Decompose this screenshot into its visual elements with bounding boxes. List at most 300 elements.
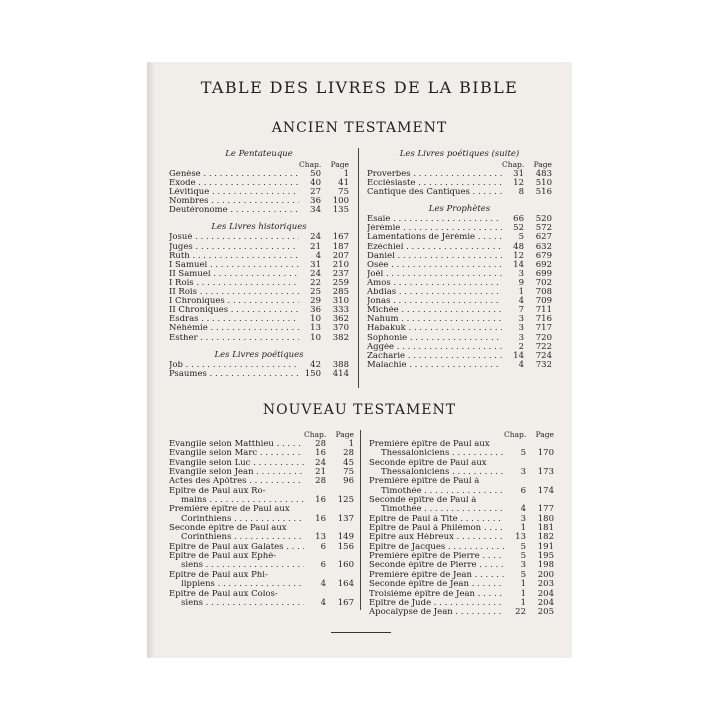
book-row — [369, 580, 554, 589]
page-number: 702 — [535, 277, 552, 288]
header-spacer — [169, 160, 299, 170]
page-number: 716 — [535, 314, 552, 325]
book-row-continued — [169, 487, 354, 496]
book-row — [169, 279, 349, 288]
chapter-count: 3 — [520, 560, 526, 571]
book-row — [169, 170, 349, 179]
page-number: 75 — [343, 467, 354, 478]
book-row — [169, 197, 349, 206]
book-name: I Rois . . . — [169, 279, 299, 288]
book-name: Esther . . . — [169, 334, 299, 343]
book-entry — [369, 543, 554, 552]
book-row-continued — [369, 440, 554, 449]
book-row — [169, 233, 349, 242]
book-entry — [369, 580, 554, 589]
page-number: 160 — [337, 560, 354, 571]
book-row — [169, 599, 354, 608]
page-number: 156 — [337, 541, 354, 552]
group-title: Les Livres historiques — [211, 222, 307, 233]
chapter-count: 4 — [320, 597, 326, 608]
page-number: 370 — [332, 323, 349, 334]
page-number: 170 — [537, 448, 554, 459]
chapter-count: 24 — [310, 232, 321, 243]
chapter-count: 40 — [310, 178, 321, 189]
page-number: 100 — [332, 196, 349, 207]
book-row — [169, 361, 349, 370]
book-row — [169, 270, 349, 279]
book-entry — [169, 524, 354, 543]
page-number: 1 — [348, 439, 354, 449]
book-row-continued — [369, 459, 554, 468]
chapter-count: 4 — [518, 296, 524, 307]
chapter-count: 12 — [513, 178, 524, 189]
chapter-count: 2 — [518, 341, 524, 352]
book-row — [367, 297, 552, 306]
chapter-count: 10 — [310, 332, 321, 343]
new-testament-right-column — [369, 430, 554, 618]
book-row — [169, 306, 349, 315]
book-name: Ézéchiel . . . — [367, 243, 502, 252]
book-name: Corinthiens . . . — [169, 515, 304, 524]
chapter-count: 4 — [315, 250, 321, 261]
page-number: 177 — [537, 504, 554, 515]
book-row — [169, 179, 349, 188]
book-name: Ruth . . . — [169, 252, 299, 261]
book-entry — [369, 571, 554, 580]
book-row — [369, 590, 554, 599]
book-name: Job . . . — [169, 361, 299, 370]
book-entry — [369, 561, 554, 570]
book-name: Troisième épître de Jean . . . — [369, 590, 504, 599]
page-number: 362 — [332, 314, 349, 325]
book-name: Première épître de Paul à — [369, 477, 480, 487]
book-row — [169, 440, 354, 449]
chapter-count: 22 — [515, 607, 526, 618]
page-number: 259 — [332, 277, 349, 288]
page-number: 572 — [535, 223, 552, 234]
page-number: 204 — [537, 597, 554, 608]
book-row — [169, 206, 349, 215]
page-number: 724 — [535, 350, 552, 361]
book-row — [369, 552, 554, 561]
page-number: 285 — [332, 287, 349, 298]
chapter-count: 1 — [520, 597, 526, 608]
book-name: siens . . . — [169, 599, 304, 608]
chap-column-header: Chap. — [299, 160, 322, 169]
book-entry — [369, 459, 554, 478]
chapter-count: 28 — [315, 439, 326, 449]
page-number: 187 — [332, 241, 349, 252]
chapter-count: 36 — [310, 196, 321, 207]
book-row-continued — [169, 552, 354, 561]
chapter-count: 50 — [310, 169, 321, 179]
book-name: Seconde épître de Jean . . . — [369, 580, 504, 589]
page-number: 167 — [332, 232, 349, 243]
book-entry — [369, 533, 554, 542]
book-name: Épître de Paul aux Phi- — [169, 570, 268, 580]
chapter-count: 24 — [310, 268, 321, 279]
page-number: 205 — [537, 607, 554, 618]
book-row — [169, 252, 349, 261]
book-row — [169, 288, 349, 297]
book-name: Actes des Apôtres . . . — [169, 477, 304, 486]
chapter-count: 31 — [310, 259, 321, 270]
book-name: Zacharie . . . — [367, 352, 502, 361]
book-name: Épître aux Hébreux . . . — [369, 533, 504, 542]
chapter-count: 5 — [520, 569, 526, 580]
book-name: Nombres . . . — [169, 197, 299, 206]
chap-column-header: Chap. — [304, 430, 327, 439]
book-row — [369, 487, 554, 496]
chapter-count: 3 — [518, 323, 524, 334]
chapter-count: 21 — [310, 241, 321, 252]
book-name: Épître de Paul à Tite . . . — [369, 515, 504, 524]
book-row — [169, 515, 354, 524]
bottom-rule — [331, 632, 391, 633]
book-name: Thessaloniciens . . . — [369, 468, 504, 477]
chapter-count: 5 — [520, 448, 526, 459]
page-number: 722 — [535, 341, 552, 352]
chapter-count: 6 — [320, 560, 326, 571]
book-entry — [369, 608, 554, 617]
chapter-count: 22 — [310, 277, 321, 288]
chapter-count: 1 — [520, 579, 526, 590]
page-number: 45 — [343, 457, 354, 468]
page-number: 191 — [537, 541, 554, 552]
book-name: Évangile selon Marc . . . — [169, 449, 304, 458]
book-name: Épître de Paul aux Galates . . . — [169, 543, 304, 552]
chapter-count: 31 — [513, 169, 524, 179]
page-number: 699 — [535, 268, 552, 279]
book-row — [169, 543, 354, 552]
chap-column-header: Chap. — [504, 430, 527, 439]
book-row — [169, 449, 354, 458]
page-number: 709 — [535, 296, 552, 307]
page-number: 708 — [535, 287, 552, 298]
chapter-count: 3 — [518, 314, 524, 325]
page-number: 181 — [537, 523, 554, 534]
book-row-continued — [369, 477, 554, 486]
page-number: 28 — [343, 448, 354, 459]
book-entry — [169, 552, 354, 571]
book-name: Cantique des Cantiques . . . — [367, 188, 502, 197]
book-name: Jérémie . . . — [367, 224, 502, 233]
book-name: Évangile selon Luc . . . — [169, 459, 304, 468]
chapter-count: 42 — [310, 359, 321, 370]
book-name: Néhémie . . . — [169, 324, 299, 333]
chapter-count: 9 — [518, 277, 524, 288]
page-number: 75 — [338, 187, 349, 198]
book-entry — [369, 515, 554, 524]
book-name: Apocalypse de Jean . . . — [369, 608, 504, 617]
book-row-continued — [369, 496, 554, 505]
book-name: Thessaloniciens . . . — [369, 449, 504, 458]
chapter-count: 29 — [310, 296, 321, 307]
page-number: 96 — [343, 476, 354, 487]
book-name: siens . . . — [169, 561, 304, 570]
book-name: Première épître de Paul aux — [369, 440, 490, 449]
book-row — [169, 243, 349, 252]
chapter-count: 1 — [520, 588, 526, 599]
book-name: Genèse . . . — [169, 170, 299, 179]
book-name: Évangile selon Jean . . . — [169, 468, 304, 477]
chap-column-header: Chap. — [502, 160, 525, 169]
book-entry — [169, 590, 354, 609]
chapter-count: 66 — [513, 214, 524, 225]
book-name: Épître de Paul aux Colos- — [169, 589, 278, 599]
book-row-continued — [169, 505, 354, 514]
book-entry — [169, 505, 354, 524]
page-number: 173 — [537, 467, 554, 478]
page-number: 174 — [537, 485, 554, 496]
book-name: Lévitique . . . — [169, 188, 299, 197]
book-name: Juges . . . — [169, 243, 299, 252]
book-name: Habakuk . . . — [367, 324, 502, 333]
old-testament-left-column — [169, 148, 349, 379]
page-number: 137 — [337, 513, 354, 524]
page-number: 732 — [535, 359, 552, 370]
book-name: Évangile selon Matthieu . . . — [169, 440, 304, 449]
book-name: Ecclésiaste . . . — [367, 179, 502, 188]
page-number: 203 — [537, 579, 554, 590]
book-name: Deutéronome . . . — [169, 206, 299, 215]
book-row — [367, 243, 552, 252]
book-row — [367, 279, 552, 288]
book-entry — [369, 590, 554, 599]
page-number: 1 — [343, 169, 349, 179]
book-row — [169, 477, 354, 486]
book-row — [369, 571, 554, 580]
book-name: II Chroniques . . . — [169, 306, 299, 315]
page-number: 414 — [332, 368, 349, 379]
book-row — [169, 188, 349, 197]
chapter-count: 3 — [520, 513, 526, 524]
header-spacer — [367, 160, 502, 170]
book-entry — [369, 552, 554, 561]
book-row — [367, 179, 552, 188]
book-name: Amos . . . — [367, 279, 502, 288]
page-number: 195 — [537, 551, 554, 562]
chapter-count: 5 — [518, 232, 524, 243]
group-title: Les Livres poétiques — [214, 349, 304, 360]
book-row — [169, 459, 354, 468]
page-number: 679 — [535, 250, 552, 261]
chapter-count: 7 — [518, 305, 524, 316]
book-row — [169, 315, 349, 324]
book-entry — [169, 449, 354, 458]
page-number: 125 — [337, 495, 354, 506]
page-title: TABLE DES LIVRES DE LA BIBLE — [200, 78, 519, 97]
book-name: Psaumes . . . — [169, 370, 299, 379]
chapter-count: 6 — [320, 541, 326, 552]
book-row-continued — [169, 571, 354, 580]
page-column-header: Page — [335, 430, 354, 439]
book-row — [369, 505, 554, 514]
page-number: 720 — [535, 332, 552, 343]
book-row — [367, 170, 552, 179]
book-entry — [369, 599, 554, 608]
book-row — [367, 306, 552, 315]
book-entry — [369, 524, 554, 533]
chapter-count: 16 — [315, 495, 326, 506]
book-name: Timothée . . . — [369, 505, 504, 514]
book-name: Seconde épître de Paul aux — [369, 458, 487, 468]
book-name: Première épître de Paul aux — [169, 505, 290, 515]
page-number: 237 — [332, 268, 349, 279]
chapter-count: 10 — [310, 314, 321, 325]
column-header — [169, 430, 354, 440]
book-row-continued — [169, 524, 354, 533]
chapter-count: 4 — [320, 579, 326, 590]
book-row — [369, 543, 554, 552]
book-row — [367, 334, 552, 343]
chapter-count: 28 — [315, 476, 326, 487]
book-entry — [369, 496, 554, 515]
page-number: 717 — [535, 323, 552, 334]
book-row — [169, 496, 354, 505]
book-name: I Chroniques . . . — [169, 297, 299, 306]
page-number: 149 — [337, 532, 354, 543]
book-name: Épître de Jacques . . . — [369, 543, 504, 552]
book-entry — [169, 468, 354, 477]
page-number: 520 — [535, 214, 552, 225]
page-number: 510 — [535, 178, 552, 189]
book-name: Abdias . . . — [367, 288, 502, 297]
book-row — [369, 524, 554, 533]
book-name: Exode . . . — [169, 179, 299, 188]
book-row — [169, 468, 354, 477]
book-row — [367, 270, 552, 279]
book-name: Osée . . . — [367, 261, 502, 270]
page-number: 167 — [337, 597, 354, 608]
page-number: 198 — [537, 560, 554, 571]
book-row — [367, 361, 552, 370]
book-name: Épître de Paul aux Ro- — [169, 486, 266, 496]
chapter-count: 24 — [315, 457, 326, 468]
page-number: 711 — [535, 305, 552, 316]
chapter-count: 25 — [310, 287, 321, 298]
chapter-count: 5 — [520, 541, 526, 552]
chapter-count: 14 — [513, 350, 524, 361]
book-row — [369, 468, 554, 477]
page-number: 135 — [332, 205, 349, 216]
chapter-count: 13 — [310, 323, 321, 334]
book-row — [169, 533, 354, 542]
book-row — [367, 315, 552, 324]
page-number: 210 — [332, 259, 349, 270]
chapter-count: 3 — [518, 332, 524, 343]
chapter-count: 1 — [520, 523, 526, 534]
chapter-count: 52 — [513, 223, 524, 234]
page-number: 388 — [332, 359, 349, 370]
page-number: 164 — [337, 579, 354, 590]
header-spacer — [169, 430, 304, 440]
new-testament-heading: NOUVEAU TESTAMENT — [262, 402, 457, 418]
chapter-count: 48 — [513, 241, 524, 252]
book-row — [169, 561, 354, 570]
book-row — [367, 233, 552, 242]
chapter-count: 13 — [515, 532, 526, 543]
book-row — [169, 370, 349, 379]
group-title: Le Pentateuque — [225, 149, 293, 159]
old-testament-right-column — [367, 148, 552, 370]
chapter-count: 16 — [315, 448, 326, 459]
chapter-count: 27 — [310, 187, 321, 198]
book-row — [367, 324, 552, 333]
chapter-count: 34 — [310, 205, 321, 216]
chapter-count: 5 — [520, 551, 526, 562]
page-number: 516 — [535, 187, 552, 198]
book-row — [369, 533, 554, 542]
book-entry — [369, 440, 554, 459]
chapter-count: 16 — [315, 513, 326, 524]
group-title: Les Prophètes — [428, 204, 491, 215]
chapter-count: 12 — [513, 250, 524, 261]
page-number: 310 — [332, 296, 349, 307]
book-row — [367, 252, 552, 261]
book-name: Seconde épître de Paul à — [369, 496, 477, 506]
column-divider — [360, 430, 361, 610]
book-name: Aggée . . . — [367, 343, 502, 352]
book-name: Daniel . . . — [367, 252, 502, 261]
page-number: 382 — [332, 332, 349, 343]
book-row — [367, 261, 552, 270]
book-row-continued — [169, 590, 354, 599]
chapter-count: 4 — [518, 359, 524, 370]
page-number: 41 — [338, 178, 349, 189]
new-testament-left-column — [169, 430, 354, 608]
book-row — [367, 188, 552, 197]
book-name: mains . . . — [169, 496, 304, 505]
book-row — [367, 224, 552, 233]
book-entry — [169, 459, 354, 468]
book-name: Première épître de Pierre . . . — [369, 552, 504, 561]
page-number: 182 — [537, 532, 554, 543]
page-column-header: Page — [535, 430, 554, 439]
book-name: Nahum . . . — [367, 315, 502, 324]
book-name: Lamentations de Jérémie . . . — [367, 233, 502, 242]
book-name: Première épître de Jean . . . — [369, 571, 504, 580]
book-name: II Samuel . . . — [169, 270, 299, 279]
page-column-header: Page — [533, 160, 552, 169]
book-name: Seconde épître de Pierre . . . — [369, 561, 504, 570]
book-row — [369, 608, 554, 617]
chapter-count: 150 — [304, 368, 321, 379]
column-header — [169, 160, 349, 170]
book-row — [169, 334, 349, 343]
page-number: 627 — [535, 232, 552, 243]
column-divider — [358, 148, 359, 388]
book-row — [367, 352, 552, 361]
book-name: Jonas . . . — [367, 297, 502, 306]
book-name: Esdras . . . — [169, 315, 299, 324]
chapter-count: 6 — [520, 485, 526, 496]
book-name: Timothée . . . — [369, 487, 504, 496]
book-entry — [169, 543, 354, 552]
chapter-count: 13 — [315, 532, 326, 543]
column-header — [367, 160, 552, 170]
book-name: Corinthiens . . . — [169, 533, 304, 542]
book-entry — [169, 571, 354, 590]
column-header — [369, 430, 554, 440]
book-entry — [169, 477, 354, 486]
page-number: 333 — [332, 305, 349, 316]
book-name: lippiens . . . — [169, 580, 304, 589]
old-testament-heading: ANCIEN TESTAMENT — [271, 120, 448, 136]
book-name: Josué . . . — [169, 233, 299, 242]
book-row — [369, 561, 554, 570]
chapter-count: 21 — [315, 467, 326, 478]
